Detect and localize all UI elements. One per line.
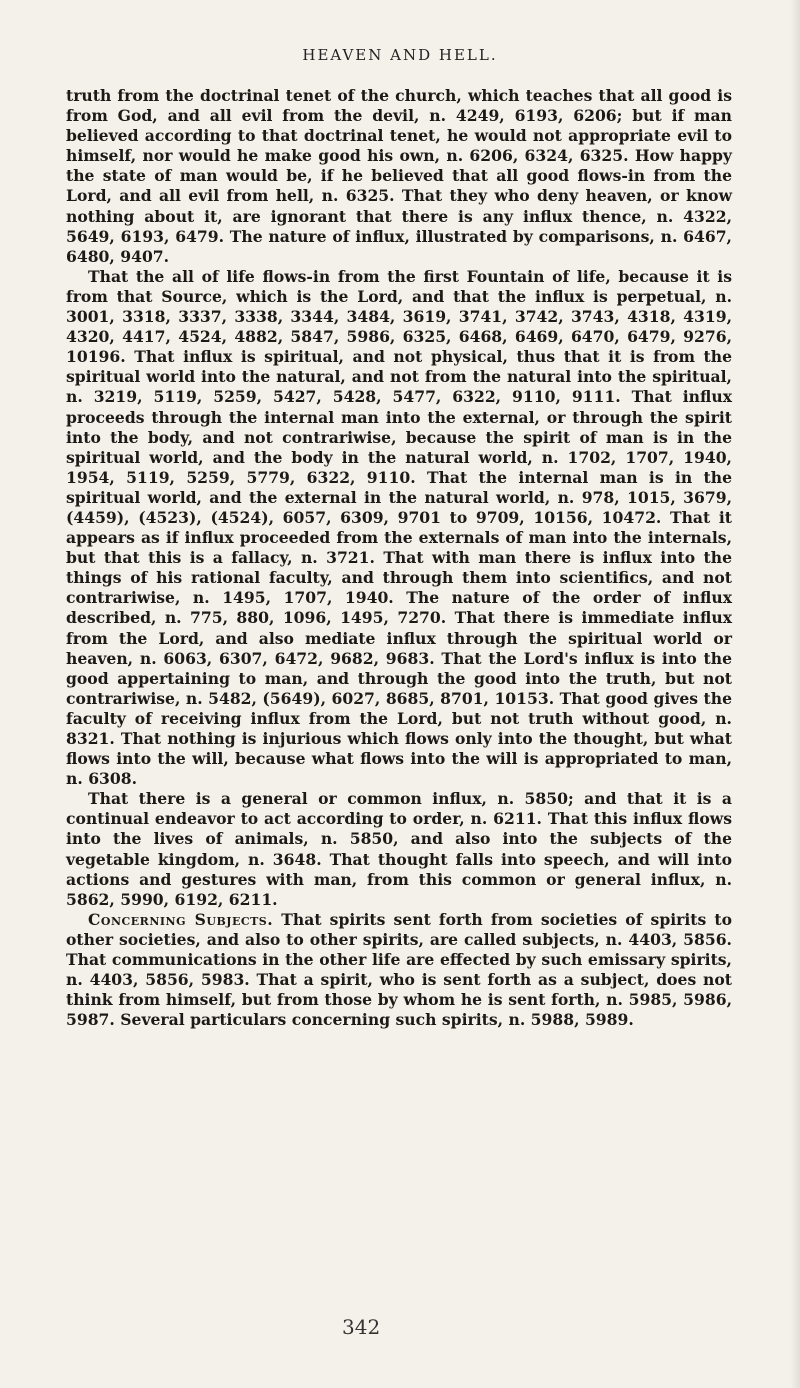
paragraph-4-text: That spirits sent forth from societies of spirits to other societies, and also to other spirits, are called subjects, n. 4403, 5856. That communications in the other life are effected by such emissary spirits, n. 4403, 5856, 5983. That a spirit, who is sent forth as a subject, does not think from himself, but from those by whom he is sent forth, n. 5985, 5986, 5987. Several particulars concerning such spirits, n. 5988, 5989.	[66, 909, 732, 1030]
running-head: HEAVEN AND HELL.	[302, 46, 498, 64]
paragraph-4	[66, 910, 732, 1031]
paragraph-1: truth from the doctrinal tenet of the church, which teaches that all good is from God, and all evil from the devil, n. 4249, 6193, 6206; but if man believed according to that doctrinal tenet, he would not appropriate evil to himself, nor would he make good his own, n. 6206, 6324, 6325. How happy the state of man would be, if he believed that all good flows-in from the Lord, and all evil from hell, n. 6325. That they who deny heaven, or know nothing about it, are ignorant that there is any influx thence, n. 4322, 5649, 6193, 6479. The nature of influx, illustrated by comparisons, n. 6467, 6480, 9407.	[66, 86, 732, 266]
page-edge-shadow	[790, 0, 800, 1388]
section-heading: Concerning Subjects.	[88, 909, 274, 929]
page-number: 342	[342, 1315, 381, 1339]
body-text	[66, 86, 732, 1030]
paragraph-2: That the all of life flows-in from the first Fountain of life, because it is from that Source, which is the Lord, and that the influx is perpetual, n. 3001, 3318, 3337, 3338, 3344, 3484, 3619, 3741, 3742, 3743, 4318, 4319, 4320, 4417, 4524, 4882, 5847, 5986, 6325, 6468, 6469, 6470, 6479, 9276, 10196. That influx is spiritual, and not physical, thus that it is from the spiritual world into the natural, and not from the natural into the spiritual, n. 3219, 5119, 5259, 5427, 5428, 5477, 6322, 9110, 9111. That influx proceeds through the internal man into the external, or through the spirit into the body, and not contrariwise, because the spirit of man is in the spiritual world, and the body in the natural world, n. 1702, 1707, 1940, 1954, 5119, 5259, 5779, 6322, 9110. That the internal man is in the spiritual world, and the external in the natural world, n. 978, 1015, 3679, (4459), (4523), (4524), 6057, 6309, 9701 to 9709, 10156, 10472. That it appears as if influx proceeded from the externals of man into the internals, but that this is a fallacy, n. 3721. That with man there is influx into the things of his rational faculty, and through them into scientifics, and not contrariwise, n. 1495, 1707, 1940. The nature of the order of influx described, n. 775, 880, 1096, 1495, 7270. That there is immediate influx from the Lord, and also mediate influx through the spiritual world or heaven, n. 6063, 6307, 6472, 9682, 9683. That the Lord's influx is into the good appertaining to man, and through the good into the truth, but not contrariwise, n. 5482, (5649), 6027, 8685, 8701, 10153. That good gives the faculty of receiving influx from the Lord, but not truth without good, n. 8321. That nothing is injurious which flows only into the thought, but what flows into the will, because what flows into the will is appropriated to man, n. 6308.	[66, 266, 732, 789]
paragraph-3: That there is a general or common influx, n. 5850; and that it is a continual endeavor to act according to order, n. 6211. That this influx flows into the lives of animals, n. 5850, and also into the subjects of the vegetable kingdom, n. 3648. That thought falls into speech, and will into actions and gestures with man, from this common or general influx, n. 5862, 5990, 6192, 6211.	[66, 789, 732, 909]
